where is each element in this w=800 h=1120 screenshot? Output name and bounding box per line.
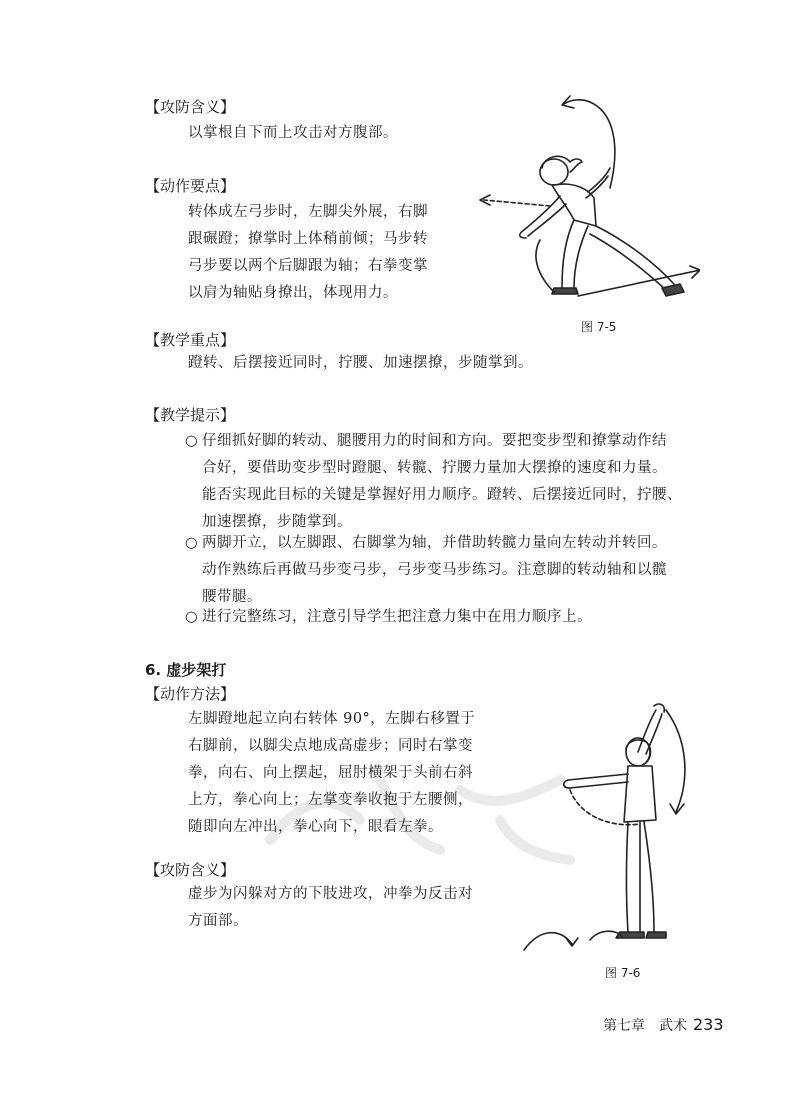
tip-line: 能否实现此目标的关键是掌握好用力顺序。蹬转、后摆接近同时，拧腰、 (202, 487, 682, 503)
teaching-focus-heading: 【教学重点】 (145, 331, 236, 349)
essentials-line: 跟碾蹬；撩掌时上体稍前倾；马步转 (188, 231, 428, 247)
tip-line: 合好，要借助变步型时蹬腿、转髋、拧腰力量加大摆撩的速度和力量。 (202, 460, 667, 476)
method-line: 右脚前，以脚尖点地成高虚步；同时右掌变 (188, 738, 473, 754)
attack-meaning-heading-2: 【攻防含义】 (145, 861, 236, 879)
tip-line: 进行完整练习，注意引导学生把注意力集中在用力顺序上。 (202, 609, 592, 625)
figure-7-5-illustration (470, 88, 700, 313)
attack-line: 方面部。 (188, 913, 248, 929)
tip-line: 两脚开立，以左脚跟、右脚掌为轴，并借助转髋力量向左转动并转回。 (202, 535, 667, 551)
circle-bullet-icon: ○ (185, 535, 199, 551)
method-line: 左脚蹬地起立向右转体 90°，左脚右移置于 (188, 711, 476, 727)
page-footer (603, 1015, 724, 1035)
tip-line: 腰带腿。 (202, 589, 262, 605)
tip-line: 加速摆撩，步随掌到。 (202, 514, 352, 530)
attack-meaning-text: 以掌根自下而上攻击对方腹部。 (188, 125, 398, 141)
method-heading: 【动作方法】 (145, 685, 236, 703)
essentials-line: 以肩为轴贴身撩出，体现用力。 (188, 285, 398, 301)
essentials-line: 转体成左弓步时，左脚尖外展，右脚 (188, 204, 428, 220)
circle-bullet-icon: ○ (185, 433, 199, 449)
tip-line: 仔细抓好脚的转动、腿腰用力的时间和方向。要把变步型和撩掌动作结 (202, 433, 667, 449)
teaching-tips-heading: 【教学提示】 (145, 406, 236, 424)
chapter-label: 第七章 武术 (603, 1018, 687, 1034)
section-6-title: 6. 虚步架打 (145, 661, 227, 679)
teaching-focus-text: 蹬转、后摆接近同时，拧腰、加速摆撩，步随掌到。 (188, 355, 533, 371)
essentials-text (188, 199, 428, 307)
attack-line: 虚步为闪躲对方的下肢进攻，冲拳为反击对 (188, 886, 473, 902)
page-number: 233 (693, 1015, 724, 1034)
method-line: 拳，向右、向上摆起，屈肘横架于头前右斜 (188, 765, 473, 781)
circle-bullet-icon: ○ (185, 609, 199, 625)
essentials-line: 弓步要以两个后脚跟为轴；右拳变掌 (188, 258, 428, 274)
figure-7-6-illustration (520, 700, 720, 955)
tip-line: 动作熟练后再做马步变弓步，弓步变马步练习。注意脚的转动轴和以髋 (202, 562, 667, 578)
figure-7-6-caption: 图 7-6 (605, 966, 641, 980)
essentials-heading: 【动作要点】 (145, 177, 236, 195)
attack-meaning-text-2 (188, 881, 473, 935)
figure-7-5-caption: 图 7-5 (581, 320, 617, 334)
attack-meaning-heading: 【攻防含义】 (145, 98, 236, 116)
method-line: 随即向左冲出，拳心向下，眼看左拳。 (188, 819, 443, 835)
method-line: 上方，拳心向上；左掌变拳收抱于左腰侧， (188, 792, 473, 808)
